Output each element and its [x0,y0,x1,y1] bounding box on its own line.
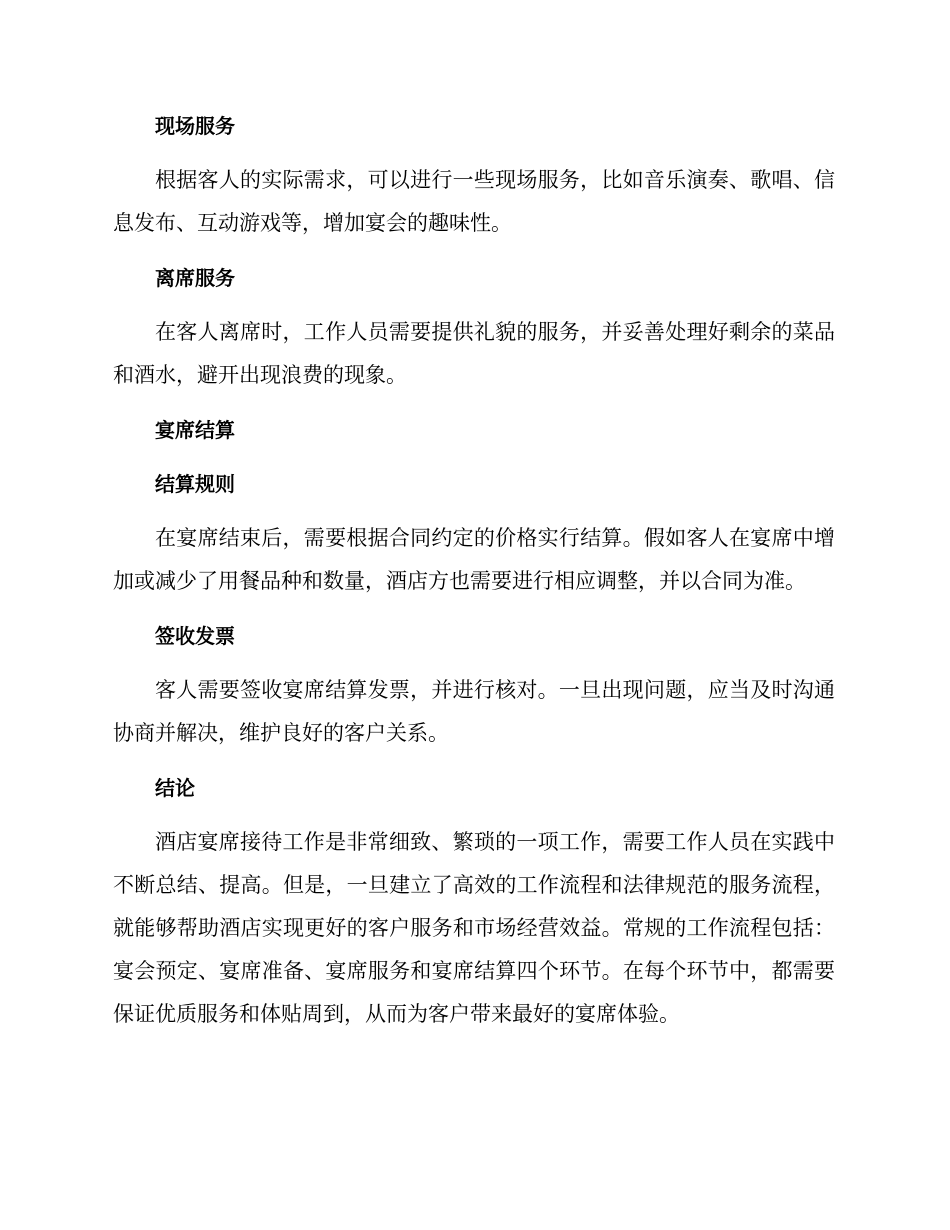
section-paragraph-settlement-rules: 在宴席结束后，需要根据合同约定的价格实行结算。假如客人在宴席中增加或减少了用餐品种和数量，酒店方也需要进行相应调整，并以合同为准。 [113,526,835,593]
section-paragraph-departure-service: 在客人离席时，工作人员需要提供礼貌的服务，并妥善处理好剩余的菜品和酒水，避开出现浪费的现象。 [113,320,835,387]
section-paragraph-onsite-service: 根据客人的实际需求，可以进行一些现场服务，比如音乐演奏、歌唱、信息发布、互动游戏等，增加宴会的趣味性。 [113,168,835,235]
section-heading-banquet-settlement: 宴席结算 [155,418,235,442]
section-heading-onsite-service: 现场服务 [155,114,235,138]
section-paragraph-invoice-signing: 客人需要签收宴席结算发票，并进行核对。一旦出现问题，应当及时沟通协商并解决，维护良好的客户关系。 [113,678,835,745]
section-heading-settlement-rules: 结算规则 [155,472,235,496]
section-heading-conclusion: 结论 [155,776,195,800]
section-heading-invoice-signing: 签收发票 [155,624,235,648]
section-heading-departure-service: 离席服务 [155,266,235,290]
section-paragraph-conclusion: 酒店宴席接待工作是非常细致、繁琐的一项工作，需要工作人员在实践中不断总结、提高。但是，一旦建立了高效的工作流程和法律规范的服务流程，就能够帮助酒店实现更好的客户服务和市场经营效益。常规的工作流程包括：宴会预定、宴席准备、宴席服务和宴席结算四个环节。在每个环节中，都需要保证优质服务和体贴周到，从而为客户带来最好的宴席体验。 [113,830,835,1026]
document-body [113,105,835,1048]
